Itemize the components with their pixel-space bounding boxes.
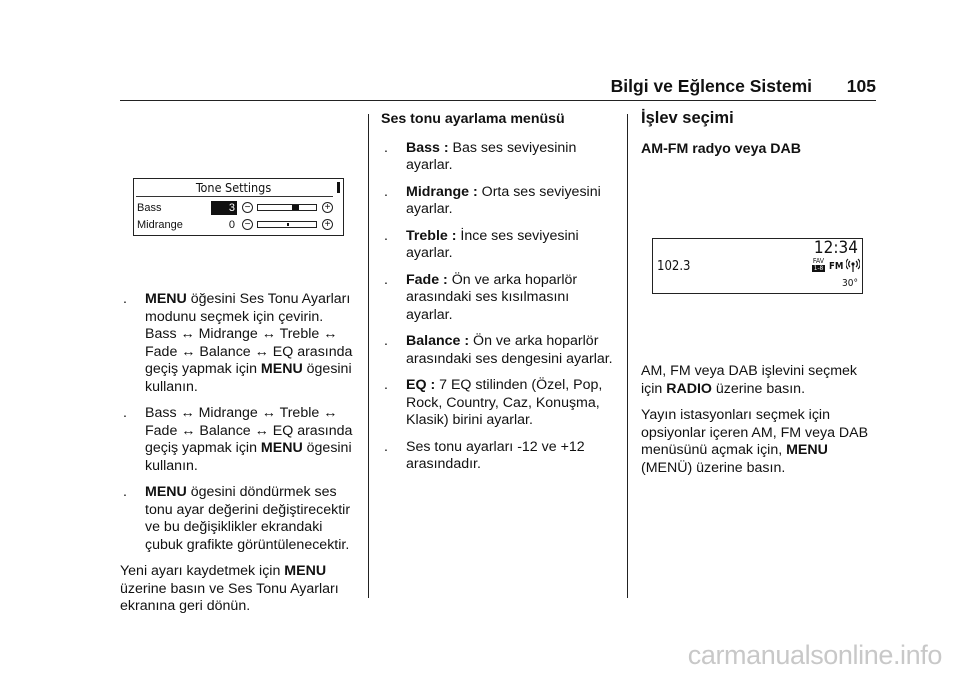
left-column (120, 291, 356, 625)
minus-icon: − (242, 202, 253, 213)
item-label: Balance : (406, 333, 470, 349)
list-item (381, 272, 617, 325)
bullet: . (123, 405, 127, 421)
item-text: 7 EQ stilinden (Özel, Pop, Rock, Country, Caz, Konuşma, Klasik) birini ayarlar. (406, 377, 603, 428)
item-label: EQ : (406, 377, 436, 393)
list-item (381, 184, 617, 219)
running-title: Bilgi ve Eğlence Sistemi (610, 76, 812, 96)
sub-heading: AM-FM radyo veya DAB (641, 140, 802, 157)
level-marker (292, 205, 299, 210)
bullet: . (384, 438, 388, 455)
minus-icon: − (242, 219, 253, 230)
paragraph (120, 563, 356, 616)
paragraph-text: AM, FM veya DAB işlevini seçmek için (641, 363, 858, 397)
menu-keyword: MENU (145, 484, 187, 500)
item-text: öğesini Ses Tonu Ayarları modunu seçmek için çevirin. Bass ↔ Midrange ↔ Treble ↔ Fade ↔ Balance ↔ EQ arasında geçiş yapmak için (145, 291, 353, 377)
bullet: . (384, 139, 388, 156)
bullet: . (384, 377, 388, 393)
column-divider-1 (368, 114, 369, 598)
bullet: . (384, 183, 388, 200)
frequency: 102.3 (657, 259, 691, 274)
paragraph-text: üzerine basın ve Ses Tonu Ayarları ekranına geri dönün. (120, 580, 339, 614)
fav-number: 1-8 (813, 264, 824, 272)
title-divider (136, 196, 333, 197)
item-label: Fade : (406, 271, 448, 288)
item-text: Ses tonu ayarları -12 ve +12 arasındadır. (406, 438, 585, 472)
menu-keyword: MENU (260, 440, 303, 456)
fav-icon (812, 257, 825, 274)
band: FM (829, 261, 844, 272)
menu-keyword: MENU (786, 442, 828, 458)
plus-icon: + (322, 219, 333, 230)
list-item (120, 291, 356, 396)
list-item (381, 439, 617, 474)
plus-icon: + (322, 202, 333, 213)
item-text: Orta ses seviyesini ayarlar. (406, 183, 601, 217)
paragraph (641, 407, 877, 477)
item-label: Treble : (406, 227, 457, 244)
radio-keyword: RADIO (666, 380, 712, 397)
header-rule (120, 100, 876, 101)
paragraph-text: üzerine basın. (711, 380, 806, 397)
right-column-text (641, 363, 877, 486)
paragraph-text: (MENÜ) üzerine basın. (641, 459, 786, 476)
section-heading: Ses tonu ayarlama menüsü (381, 111, 565, 127)
item-text: ögesini kullanın. (145, 361, 352, 395)
list-item (381, 333, 617, 368)
item-label: Bass : (406, 139, 449, 156)
page-number: 105 (846, 76, 876, 96)
radio-display (652, 238, 863, 294)
tone-settings-title: Tone Settings (195, 180, 272, 195)
bullet: . (384, 333, 388, 349)
item-label: Midrange : (406, 183, 478, 200)
item-text: ögesini kullanın. (145, 440, 352, 474)
broadcast-icon (846, 258, 860, 272)
level-bar (257, 204, 317, 211)
paragraph-text: Yayın istasyonları seçmek için opsiyonlar içeren AM, FM veya DAB menüsünü açmak için, (641, 407, 869, 458)
tone-row-bass (137, 201, 337, 216)
section-heading: İşlev seçimi (641, 109, 734, 127)
menu-keyword: MENU (145, 291, 187, 307)
list-item (381, 377, 617, 430)
column-divider-2 (627, 114, 628, 598)
item-text: Bass ↔ Midrange ↔ Treble ↔ Fade ↔ Balance ↔ EQ arasında geçiş yapmak için (145, 405, 353, 456)
paragraph-text: Yeni ayarı kaydetmek için (120, 563, 285, 579)
menu-keyword: MENU (260, 361, 303, 377)
item-text: Ön ve arka hoparlör arasındaki ses dengesini ayarlar. (406, 333, 613, 367)
list-item (120, 484, 356, 554)
tone-row-label: Midrange (137, 219, 183, 231)
list-item (381, 228, 617, 263)
bullet: . (384, 227, 388, 244)
bullet: . (123, 484, 127, 500)
tone-row-label: Bass (137, 202, 162, 214)
tone-row-value: 3 (211, 201, 237, 215)
list-item (120, 405, 356, 475)
clock: 12:34 (813, 238, 858, 258)
fav-label: FAV (812, 257, 825, 265)
item-text: İnce ses seviyesini ayarlar. (406, 227, 579, 261)
level-marker (287, 223, 289, 226)
menu-keyword: MENU (284, 563, 327, 579)
bullet: . (123, 291, 127, 307)
list-item (381, 140, 617, 175)
item-text: ögesini döndürmek ses tonu ayar değerini değiştirecektir ve bu değişiklikler ekrandaki çubuk grafikte görüntülenecektir. (145, 484, 351, 553)
right-column (641, 110, 877, 169)
tone-row-midrange (137, 218, 337, 233)
middle-column (381, 111, 617, 483)
item-text: Ön ve arka hoparlör arasındaki ses kısılmasını ayarlar. (406, 271, 578, 323)
level-bar (257, 221, 317, 228)
page-header (120, 76, 876, 98)
item-text: Bas ses seviyesinin ayarlar. (406, 139, 577, 173)
watermark: carmanualsonline.info (687, 640, 942, 670)
temperature: 30° (842, 278, 858, 289)
paragraph (641, 363, 877, 398)
tone-row-value: 0 (228, 219, 235, 231)
bullet: . (384, 271, 388, 288)
tone-settings-display (133, 178, 344, 236)
scroll-indicator (337, 182, 340, 193)
